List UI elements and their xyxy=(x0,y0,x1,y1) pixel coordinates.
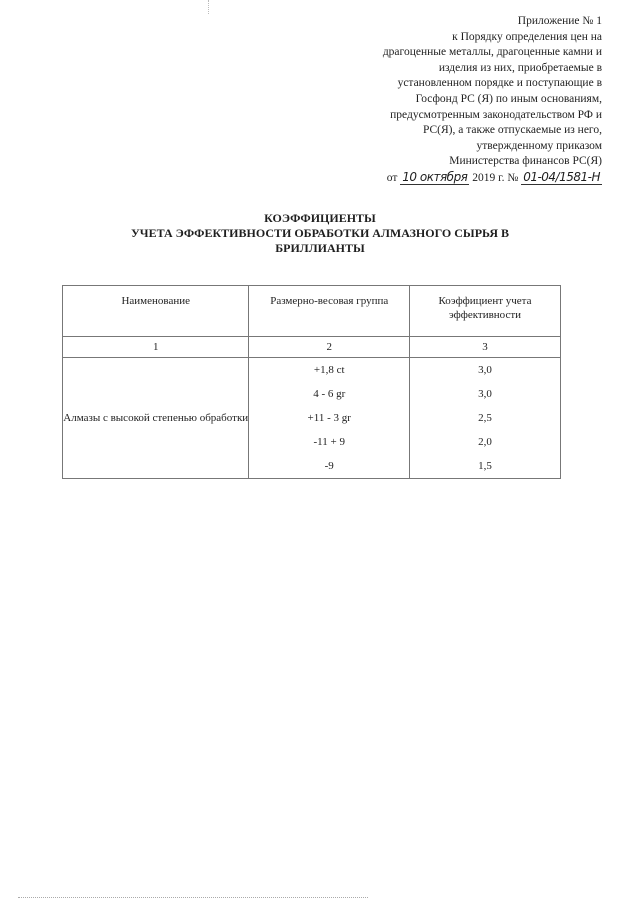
group-cell: 4 - 6 gr xyxy=(249,382,410,406)
scan-artifact-line xyxy=(208,0,210,14)
column-number: 1 xyxy=(63,337,249,358)
group-cell: +1,8 ct xyxy=(249,358,410,383)
group-cell: -9 xyxy=(249,454,410,479)
header-line: установленном порядке и поступающие в xyxy=(397,77,602,90)
group-cell: +11 - 3 gr xyxy=(249,406,410,430)
header-line: Приложение № 1 xyxy=(517,15,602,27)
header-line: к Порядку определения цен на xyxy=(452,30,602,43)
column-header-coef: Коэффициент учета эффективности xyxy=(410,286,561,337)
coef-cell: 1,5 xyxy=(410,454,561,479)
column-number: 3 xyxy=(410,337,561,358)
header-line: Министерства финансов РС(Я) xyxy=(449,155,602,168)
header-line: драгоценные металлы, драгоценные камни и xyxy=(382,46,602,59)
handwritten-date: 10 октября xyxy=(402,169,468,184)
header-line: Госфонд РС (Я) по иным основаниям, xyxy=(415,92,602,105)
order-date-line xyxy=(302,170,602,187)
coefficients-table xyxy=(62,285,561,479)
document-title xyxy=(0,211,640,256)
title-line: КОЭФФИЦИЕНТЫ xyxy=(264,211,376,225)
column-header-name: Наименование xyxy=(63,286,249,337)
item-name-cell: Алмазы с высокой степенью обработки xyxy=(63,358,249,479)
scan-artifact-footer xyxy=(18,897,368,898)
column-header-group: Размерно-весовая группа xyxy=(249,286,410,337)
coef-cell: 3,0 xyxy=(410,382,561,406)
header-line: изделия из них, приобретаемые в xyxy=(438,61,602,74)
appendix-header xyxy=(302,14,602,187)
table-header-row xyxy=(63,286,561,337)
header-line: РС(Я), а также отпускаемые из него, xyxy=(422,124,602,137)
group-cell: -11 + 9 xyxy=(249,430,410,454)
year-text: 2019 г. № xyxy=(472,171,519,184)
table-row xyxy=(63,358,561,383)
title-line: УЧЕТА ЭФФЕКТИВНОСТИ ОБРАБОТКИ АЛМАЗНОГО СЫРЬЯ В xyxy=(130,226,510,240)
header-line: утвержденному приказом xyxy=(476,139,602,152)
coef-cell: 3,0 xyxy=(410,358,561,383)
date-prefix: от xyxy=(386,171,398,184)
column-number: 2 xyxy=(249,337,410,358)
title-line: БРИЛЛИАНТЫ xyxy=(275,241,365,255)
column-numbers-row xyxy=(63,337,561,358)
handwritten-number: 01-04/1581-Н xyxy=(523,169,600,184)
header-line: предусмотренным законодательством РФ и xyxy=(390,108,602,121)
coef-cell: 2,5 xyxy=(410,406,561,430)
coef-cell: 2,0 xyxy=(410,430,561,454)
